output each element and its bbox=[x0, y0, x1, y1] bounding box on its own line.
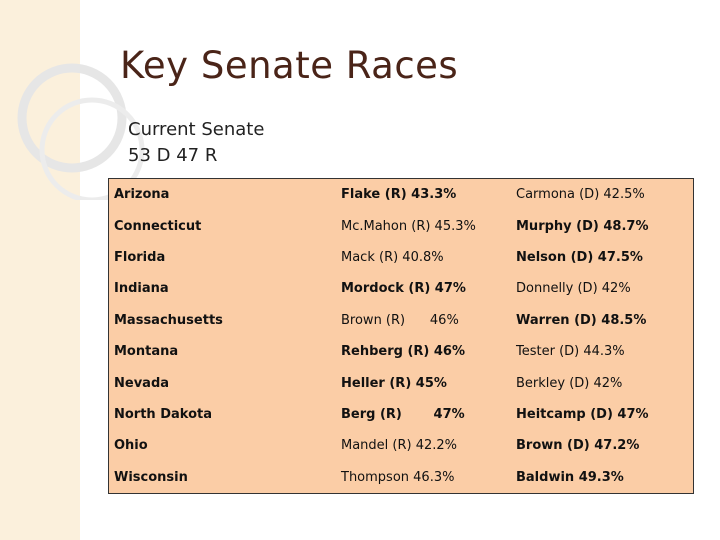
candidate-2-cell: Berkley (D) 42% bbox=[516, 375, 623, 391]
table-row bbox=[109, 242, 694, 273]
table-row bbox=[109, 399, 694, 430]
state-cell: Nevada bbox=[114, 375, 170, 391]
candidate-1-cell: Mordock (R) 47% bbox=[341, 281, 466, 297]
state-cell: Connecticut bbox=[114, 218, 202, 234]
candidate-1-cell: Mack (R) 40.8% bbox=[341, 249, 444, 265]
candidate-2-cell: Warren (D) 48.5% bbox=[516, 312, 647, 328]
senate-races-table bbox=[108, 178, 694, 494]
candidate-1-cell: Berg (R) 47% bbox=[341, 406, 465, 422]
state-cell: Ohio bbox=[114, 438, 148, 454]
state-cell: Wisconsin bbox=[114, 469, 188, 485]
slide-subtitle bbox=[128, 117, 264, 169]
candidate-2-cell: Donnelly (D) 42% bbox=[516, 281, 631, 297]
subtitle-line-1: Current Senate bbox=[128, 119, 265, 140]
candidate-2-cell: Tester (D) 44.3% bbox=[516, 344, 625, 360]
candidate-2-cell: Nelson (D) 47.5% bbox=[516, 249, 643, 265]
candidate-1-cell: Flake (R) 43.3% bbox=[341, 187, 457, 203]
table-row bbox=[109, 179, 694, 211]
table-row bbox=[109, 462, 694, 494]
candidate-2-cell: Heitcamp (D) 47% bbox=[516, 406, 649, 422]
table-row bbox=[109, 367, 694, 398]
candidate-2-cell: Baldwin 49.3% bbox=[516, 469, 624, 485]
state-cell: Massachusetts bbox=[114, 312, 223, 328]
candidate-1-cell: Thompson 46.3% bbox=[341, 469, 455, 485]
slide-title: Key Senate Races bbox=[120, 44, 459, 87]
candidate-1-cell: Mandel (R) 42.2% bbox=[341, 438, 458, 454]
table-row bbox=[109, 336, 694, 367]
state-cell: Montana bbox=[114, 344, 179, 360]
candidate-1-cell: Rehberg (R) 46% bbox=[341, 344, 465, 360]
table-row bbox=[109, 210, 694, 241]
candidate-2-cell: Brown (D) 47.2% bbox=[516, 438, 640, 454]
candidate-1-cell: Brown (R) 46% bbox=[341, 312, 459, 328]
state-cell: Florida bbox=[114, 249, 166, 265]
state-cell: North Dakota bbox=[114, 406, 212, 422]
table-row bbox=[109, 305, 694, 336]
subtitle-line-2: 53 D 47 R bbox=[128, 145, 218, 166]
candidate-2-cell: Carmona (D) 42.5% bbox=[516, 187, 645, 203]
candidate-1-cell: Heller (R) 45% bbox=[341, 375, 447, 391]
candidate-2-cell: Murphy (D) 48.7% bbox=[516, 218, 649, 234]
state-cell: Arizona bbox=[114, 187, 170, 203]
candidate-1-cell: Mc.Mahon (R) 45.3% bbox=[341, 218, 476, 234]
table-row bbox=[109, 273, 694, 304]
table-row bbox=[109, 430, 694, 461]
state-cell: Indiana bbox=[114, 281, 169, 297]
decorative-rings bbox=[0, 0, 170, 200]
